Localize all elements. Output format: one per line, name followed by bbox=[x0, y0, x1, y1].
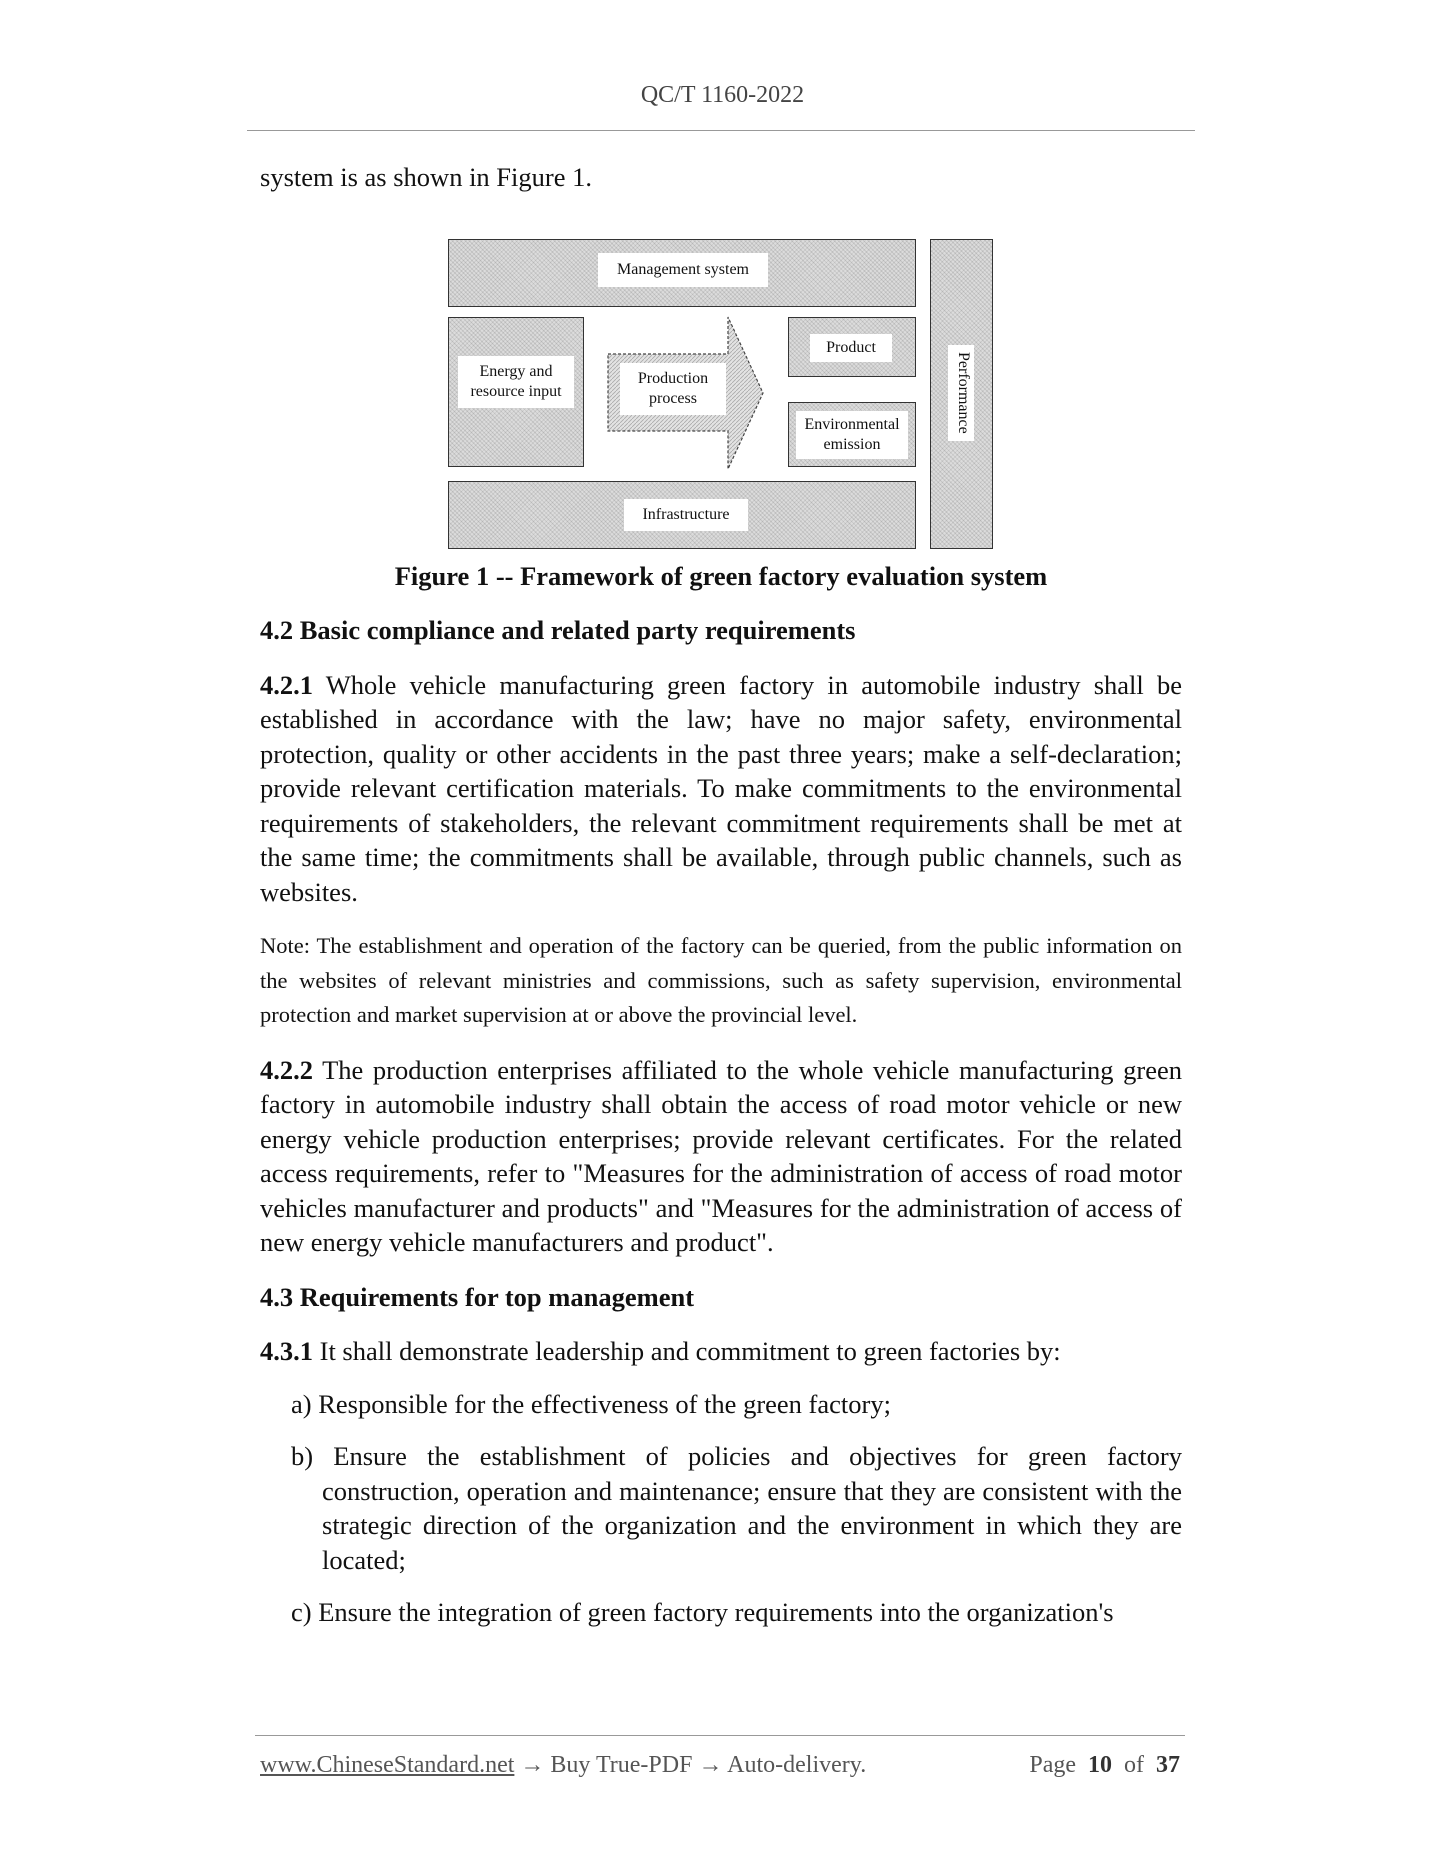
arrow-icon: → bbox=[692, 1752, 728, 1778]
site-link[interactable]: www.ChineseStandard.net bbox=[260, 1752, 515, 1778]
clause-4-2-2 bbox=[260, 1053, 1182, 1260]
clause-text: It shall demonstrate leadership and commitment to green factories by: bbox=[313, 1336, 1061, 1366]
clause-text: The production enterprises affiliated to the whole vehicle manufacturing green factory in automobile industry shall obtain the access of road motor vehicle or new energy vehicle production enterprises; provide relevant certificates. For the related access requirements, refer to "Measures for the administration of access of road motor vehicles manufacturer and products" and "Measures for the administration of access of new energy vehicle manufacturers and product". bbox=[260, 1054, 1182, 1257]
arrow-icon: → bbox=[514, 1752, 551, 1778]
note-paragraph: Note: The establishment and operation of the factory can be queried, from the public information on the websites of relevant ministries and commissions, such as safety supervision, environmental protection and market supervision at or above the provincial level. bbox=[260, 933, 1182, 1027]
list-item-c: c) Ensure the integration of green factory requirements into the organization's bbox=[291, 1597, 1114, 1627]
page-footer bbox=[260, 1752, 1180, 1779]
clause-number: 4.3.1 bbox=[260, 1336, 313, 1366]
footer-divider bbox=[255, 1735, 1185, 1736]
header-divider bbox=[247, 130, 1195, 131]
infrastructure-label: Infrastructure bbox=[624, 499, 748, 531]
clause-4-2-1 bbox=[260, 668, 1182, 910]
buy-link-text: Buy True-PDF bbox=[550, 1752, 693, 1778]
page-number: 10 bbox=[1088, 1752, 1112, 1778]
page-indicator bbox=[1029, 1752, 1180, 1779]
of-word: of bbox=[1124, 1752, 1144, 1778]
performance-label: Performance bbox=[948, 345, 974, 441]
page-word: Page bbox=[1029, 1752, 1076, 1778]
production-label: Production process bbox=[620, 363, 726, 415]
delivery-text: Auto-delivery. bbox=[727, 1752, 867, 1778]
document-code-header: QC/T 1160-2022 bbox=[640, 82, 805, 108]
emission-label: Environmental emission bbox=[796, 411, 908, 459]
list-item-a: a) Responsible for the effectiveness of the green factory; bbox=[291, 1388, 891, 1419]
figure-caption: Figure 1 -- Framework of green factory evaluation system bbox=[394, 560, 1048, 591]
list-item-b: b) Ensure the establishment of policies and objectives for green factory construction, operation and maintenance; ensure that they are consistent with the strategic direction of the organization and the environment in which they are located; bbox=[291, 1441, 1182, 1575]
section-4-3-heading: 4.3 Requirements for top management bbox=[260, 1281, 695, 1312]
energy-label: Energy and resource input bbox=[458, 356, 574, 408]
clause-number: 4.2.1 bbox=[260, 669, 313, 700]
clause-number: 4.2.2 bbox=[260, 1054, 313, 1085]
page-content bbox=[260, 160, 1182, 1630]
framework-figure bbox=[448, 239, 998, 559]
section-4-2-heading: 4.2 Basic compliance and related party requirements bbox=[260, 615, 856, 645]
product-label: Product bbox=[810, 334, 892, 362]
intro-text: system is as shown in Figure 1. bbox=[260, 162, 592, 192]
clause-4-3-1 bbox=[260, 1334, 1182, 1369]
management-label: Management system bbox=[598, 253, 768, 287]
page-total: 37 bbox=[1156, 1752, 1180, 1778]
clause-text: Whole vehicle manufacturing green factory in automobile industry shall be established in accordance with the law; have no major safety, environmental protection, quality or other accidents in the past three years; make a self-declaration; provide relevant certification materials. To make commitments to the environmental requirements of stakeholders, the relevant commitment requirements shall be met at the same time; the commitments shall be available, through public channels, such as websites. bbox=[260, 669, 1182, 907]
